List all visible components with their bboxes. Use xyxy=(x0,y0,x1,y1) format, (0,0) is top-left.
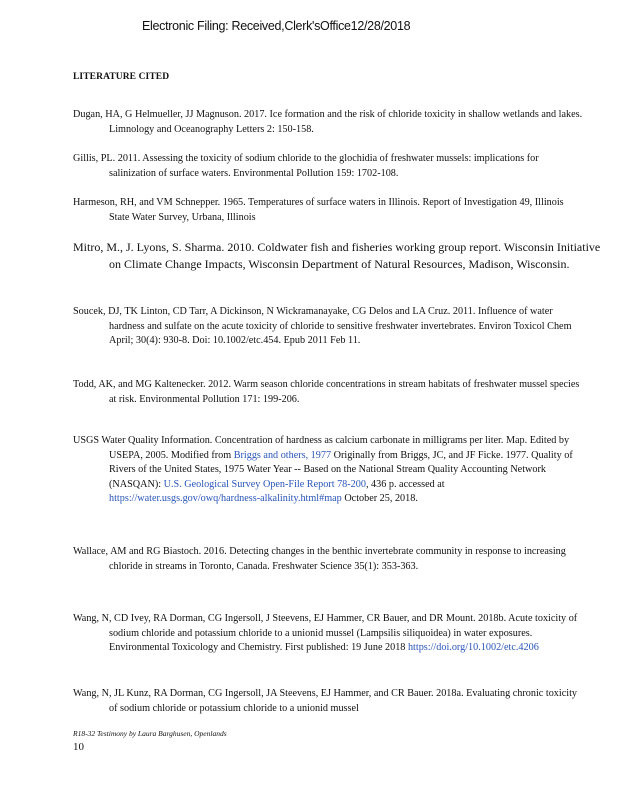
reference-dugan: Dugan, HA, G Helmueller, JJ Magnuson. 2017. Ice formation and the risk of chloride toxicity in shallow wetlands and lakes. Limnology and Oceanography Letters 2: 150-158. xyxy=(73,109,583,135)
usgs-report-link[interactable]: U.S. Geological Survey Open-File Report 78-200 xyxy=(163,478,366,490)
reference-usgs-text-1: USGS Water Quality Information. Concentration of hardness as calcium carbonate in milligrams per liter. Map. Edited by USEPA, 2005. Modified from xyxy=(73,435,570,461)
reference-usgs-text-4: October 25, 2018. xyxy=(341,493,418,504)
reference-gillis: Gillis, PL. 2011. Assessing the toxicity of sodium chloride to the glochidia of freshwater mussels: implications for salinization of surface waters. Environmental Pollution 159: 1702-108. xyxy=(73,153,539,179)
usgs-hardness-url-link[interactable]: https://water.usgs.gov/owq/hardness-alkalinity.html#map xyxy=(109,493,342,504)
briggs-link[interactable]: Briggs and others, 1977 xyxy=(233,449,332,461)
section-title: LITERATURE CITED xyxy=(73,72,170,82)
reference-usgs-text-3: , 436 p. accessed at xyxy=(365,478,445,490)
reference-harmeson: Harmeson, RH, and VM Schnepper. 1965. Temperatures of surface waters in Illinois. Report of Investigation 49, Illinois State Water Survey, Urbana, Illinois xyxy=(73,197,564,223)
wang-doi-link[interactable]: https://doi.org/10.1002/etc.4206 xyxy=(407,642,539,653)
reference-mitro: Mitro, M., J. Lyons, S. Sharma. 2010. Coldwater fish and fisheries working group report. Wisconsin Initiative on Climate Change Impacts, Wisconsin Department of Natural Resources, Madison, Wisconsin. xyxy=(73,240,601,271)
reference-wallace: Wallace, AM and RG Biastoch. 2016. Detecting changes in the benthic invertebrate community in response to increasing chloride in streams in Toronto, Canada. Freshwater Science 35(1): 353-363. xyxy=(73,546,566,572)
reference-wang-2018b-text: Wang, N, CD Ivey, RA Dorman, CG Ingersoll, J Steevens, EJ Hammer, CR Bauer, and DR Mount. 2018b. Acute toxicity of sodium chloride and potassium chloride to a unionid mussel (Lampsilis siliquoidea) in water exposures. Environmental Toxicology and Chemistry. First published: 19 June 2018 xyxy=(73,613,578,653)
reference-todd: Todd, AK, and MG Kaltenecker. 2012. Warm season chloride concentrations in stream habitats of freshwater mussel species at risk. Environmental Pollution 171: 199-206. xyxy=(73,379,580,405)
reference-wang-2018a: Wang, N, JL Kunz, RA Dorman, CG Ingersoll, JA Steevens, EJ Hammer, and CR Bauer. 2018a. Evaluating chronic toxicity of sodium chloride or potassium chloride to a unionid mussel xyxy=(73,688,577,714)
reference-usgs xyxy=(73,434,584,507)
footer-note: R18-32 Testimony by Laura Barghusen, Openlands xyxy=(73,729,227,738)
reference-usgs-text-2: Originally from Briggs, JC, and JF Ficke. 1977. Quality of Rivers of the United States, 1975 Water Year -- Based on the National Stream Quality Accounting Network (NASQAN): xyxy=(109,449,573,490)
filing-stamp: Electronic Filing: Received,Clerk'sOffice12/28/2018 xyxy=(142,19,411,33)
page-number: 10 xyxy=(73,741,84,753)
reference-wang-2018b xyxy=(73,612,584,656)
reference-soucek: Soucek, DJ, TK Linton, CD Tarr, A Dickinson, N Wickramanayake, CG Delos and LA Cruz. 2011. Influence of water hardness and sulfate on the acute toxicity of chloride to sensitive freshwater invertebrates. Environ Toxicol Chem April; 30(4): 930-8. Doi: 10.1002/etc.454. Epub 2011 Feb 11. xyxy=(73,306,572,346)
